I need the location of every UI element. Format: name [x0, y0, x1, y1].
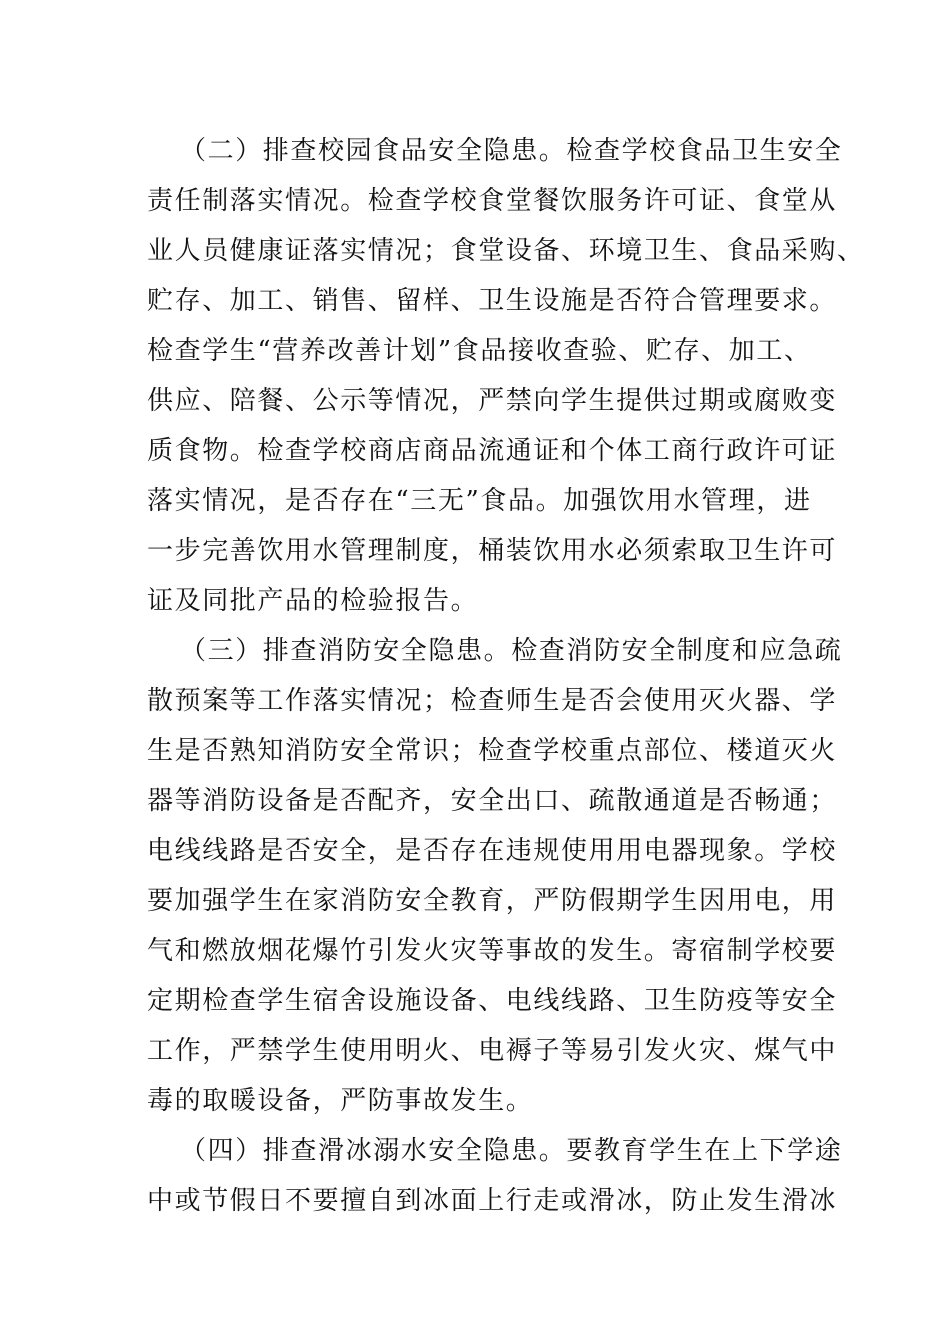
text-line: 定期检查学生宿舍设施设备、电线线路、卫生防疫等安全 — [147, 986, 838, 1016]
text-line: （四）排查滑冰溺水安全隐患。要教育学生在上下学途 — [180, 1136, 843, 1166]
text-line: 要加强学生在家消防安全教育，严防假期学生因用电，用 — [147, 886, 838, 916]
text-line: 落实情况，是否存在“三无”食品。加强饮用水管理，进 — [147, 486, 812, 516]
text-line: 毒的取暖设备，严防事故发生。 — [147, 1086, 534, 1116]
text-line: 责任制落实情况。检查学校食堂餐饮服务许可证、食堂从 — [147, 186, 838, 216]
text-line: 器等消防设备是否配齐，安全出口、疏散通道是否畅通； — [147, 786, 838, 816]
text-line: 工作，严禁学生使用明火、电褥子等易引发火灾、煤气中 — [147, 1036, 838, 1066]
text-line: 电线线路是否安全，是否存在违规使用用电器现象。学校 — [147, 836, 838, 866]
text-line: 气和燃放烟花爆竹引发火灾等事故的发生。寄宿制学校要 — [147, 936, 838, 966]
text-line: （三）排查消防安全隐患。检查消防安全制度和应急疏 — [180, 636, 843, 666]
text-line: 贮存、加工、销售、留样、卫生设施是否符合管理要求。 — [147, 286, 838, 316]
text-line: 证及同批产品的检验报告。 — [147, 586, 479, 616]
text-line: 质食物。检查学校商店商品流通证和个体工商行政许可证 — [147, 436, 838, 466]
text-line: 检查学生“营养改善计划”食品接收查验、贮存、加工、 — [147, 336, 812, 366]
text-line: 业人员健康证落实情况；食堂设备、环境卫生、食品采购、 — [147, 236, 865, 266]
text-line: 散预案等工作落实情况；检查师生是否会使用灭火器、学 — [147, 686, 838, 716]
text-line: 中或节假日不要擅自到冰面上行走或滑冰，防止发生滑冰 — [147, 1186, 838, 1216]
text-line: 一步完善饮用水管理制度，桶装饮用水必须索取卫生许可 — [147, 536, 838, 566]
text-line: 供应、陪餐、公示等情况，严禁向学生提供过期或腐败变 — [147, 386, 838, 416]
text-line: （二）排查校园食品安全隐患。检查学校食品卫生安全 — [180, 136, 843, 166]
text-line: 生是否熟知消防安全常识；检查学校重点部位、楼道灭火 — [147, 736, 838, 766]
